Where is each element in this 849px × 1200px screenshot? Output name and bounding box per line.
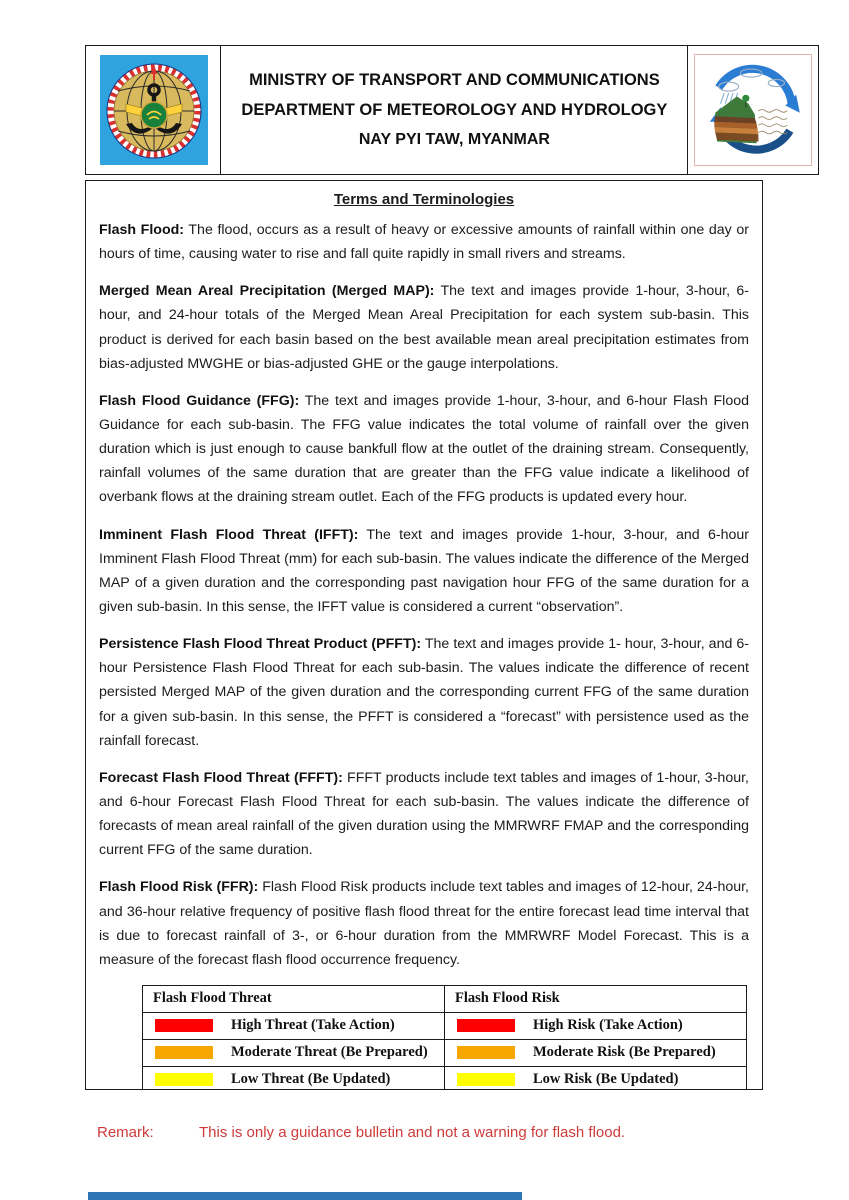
hydrological-cycle-icon: [694, 54, 812, 166]
term-paragraph: Forecast Flash Flood Threat (FFFT): FFFT products include text tables and images of 1-hour, 3-hour, and 6-hour Forecast Flash Flood Threat for each sub-basin. The values indicate the difference of forecasts of mean areal rainfall of the given duration using the MMRWRF FMAP and the corresponding current FFG of the same duration.: [99, 769, 749, 859]
term-name: Flash Flood Guidance (FFG):: [99, 392, 300, 409]
term-paragraph: Flash Flood: The flood, occurs as a result of heavy or excessive amounts of rainfall within one day or hours of time, causing water to rise and fall quite rapidly in small rivers and streams.: [99, 222, 749, 263]
term-paragraph: Persistence Flash Flood Threat Product (PFFT): The text and images provide 1- hour, 3-hour, and 6-hour Persistence Flash Flood Threat for each sub-basin. The values indicate the difference of recent persisted Merged MAP of the given duration and the corresponding current FFG of the same duration for a given sub-basin. In this sense, the PFFT is considered a “forecast” with persistence used as the rainfall forecast.: [99, 636, 750, 749]
color-swatch-icon: [155, 1046, 213, 1059]
term-name: Imminent Flash Flood Threat (IFFT):: [99, 526, 359, 543]
term-paragraph: Merged Mean Areal Precipitation (Merged MAP): The text and images provide 1-hour, 3-hour, 6-hour, and 24-hour totals of the Merged Mean Areal Precipitation for each system sub-basin. This product is derived for each basin based on the best available mean areal precipitation estimates from bias-adjusted MWGHE or bias-adjusted GHE or the gauge interpolations.: [99, 283, 750, 372]
legend-label: Moderate Risk (Be Prepared): [533, 1044, 716, 1061]
term-name: Flash Flood Risk (FFR):: [99, 879, 259, 896]
color-swatch-icon: [457, 1046, 515, 1059]
remark-text: This is only a guidance bulletin and not a warning for flash flood.: [199, 1124, 626, 1141]
terms-content-box: [85, 180, 763, 1090]
legend-label: High Risk (Take Action): [533, 1017, 683, 1034]
legend-label: High Threat (Take Action): [231, 1017, 395, 1034]
legend-cell: [143, 1012, 445, 1039]
location-name: NAY PYI TAW, MYANMAR: [358, 131, 550, 148]
right-logo-cell: [687, 45, 819, 175]
legend-cell: [445, 1039, 747, 1066]
legend-label: Low Risk (Be Updated): [533, 1071, 679, 1088]
legend-row: [143, 1039, 747, 1066]
hydro-cycle-graphic: [699, 59, 807, 161]
legend-cell: [143, 1066, 445, 1090]
threat-risk-legend-table: [142, 985, 747, 1090]
remark-label: Remark:: [97, 1124, 154, 1141]
legend-cell: [445, 1066, 747, 1090]
term-paragraph: Imminent Flash Flood Threat (IFFT): The text and images provide 1-hour, 3-hour, and 6-hour Imminent Flash Flood Threat (mm) for each sub-basin. The values indicate the difference of the Merged MAP of a given duration and the corresponding past navigation hour FFG of the same duration for a given sub-basin. In this sense, the IFFT value is considered a current “observation”.: [99, 526, 749, 615]
terms-paragraphs: [99, 218, 749, 972]
bottom-blue-bar: [88, 1192, 522, 1200]
legend-column-header: Flash Flood Risk: [445, 985, 747, 1012]
legend-row: [143, 1012, 747, 1039]
legend-label: Moderate Threat (Be Prepared): [231, 1044, 428, 1061]
remark-line: [97, 1124, 625, 1141]
color-swatch-icon: [155, 1019, 213, 1032]
legend-cell: [445, 1012, 747, 1039]
dmh-seal-graphic: [104, 59, 204, 161]
page-title: Terms and Terminologies: [333, 191, 515, 208]
color-swatch-icon: [457, 1019, 515, 1032]
ministry-name: MINISTRY OF TRANSPORT AND COMMUNICATIONS: [249, 71, 660, 89]
term-paragraph: Flash Flood Guidance (FFG): The text and images provide 1-hour, 3-hour, and 6-hour Flash Flood Guidance for each sub-basin. The FFG value indicates the total volume of rainfall over the given duration which is just enough to cause bankfull flow at the outlet of the draining stream. Consequently, rainfall volumes of the same duration that are greater than the FFG value indicate a likelihood of overbank flows at the draining stream outlet. Each of the FFG products is updated every hour.: [99, 392, 749, 506]
term-paragraph: Flash Flood Risk (FFR): Flash Flood Risk products include text tables and images of 12-hour, 24-hour, and 36-hour relative frequency of positive flash flood threat for the entire forecast lead time interval that is due to forecast rainfall of 3-, or 6-hour duration from the MMRWRF Model Forecast. This is a measure of the forecast flash flood occurrence frequency.: [99, 879, 749, 968]
term-name: Flash Flood:: [99, 222, 185, 238]
legend-row: [143, 1066, 747, 1090]
dmh-ministry-seal-icon: [100, 55, 208, 165]
term-name: Persistence Flash Flood Threat Product (PFFT):: [99, 636, 422, 653]
document-header: [85, 45, 819, 175]
color-swatch-icon: [155, 1073, 213, 1086]
legend-cell: [143, 1039, 445, 1066]
header-title-cell: [220, 45, 688, 175]
color-swatch-icon: [457, 1073, 515, 1086]
legend-column-header: Flash Flood Threat: [143, 985, 445, 1012]
term-name: Forecast Flash Flood Threat (FFFT):: [99, 769, 343, 786]
legend-label: Low Threat (Be Updated): [231, 1071, 391, 1088]
department-name: DEPARTMENT OF METEOROLOGY AND HYDROLOGY: [241, 101, 668, 119]
left-logo-cell: [85, 45, 222, 175]
term-name: Merged Mean Areal Precipitation (Merged MAP):: [99, 283, 435, 300]
